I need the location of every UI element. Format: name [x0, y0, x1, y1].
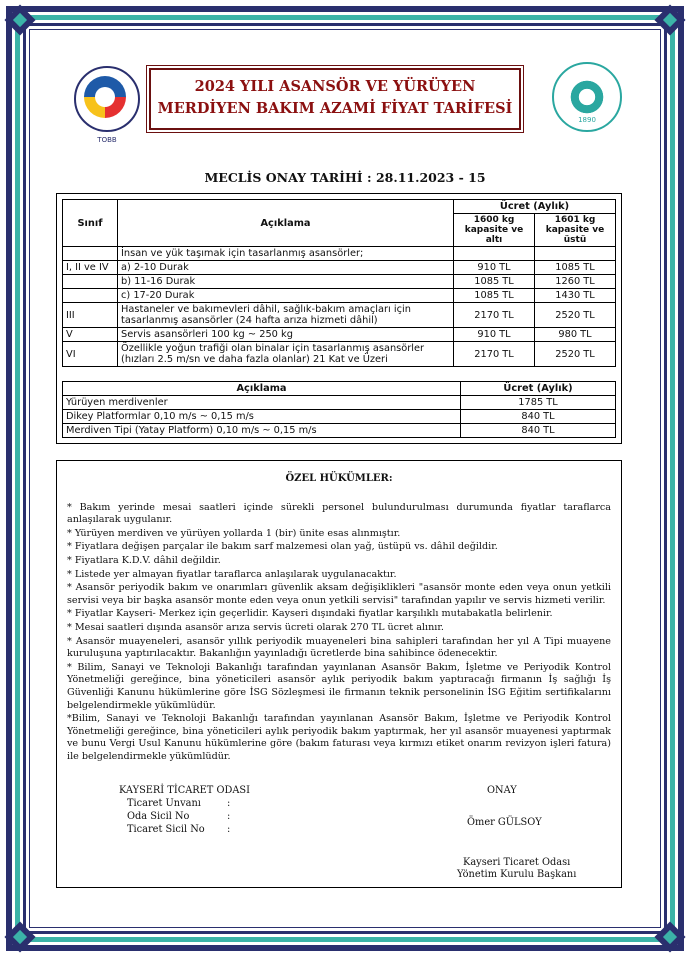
document-content: [42, 40, 648, 888]
elevator-price-table: [62, 199, 616, 367]
field-oda-sicil: Oda Sicil No: [127, 811, 190, 823]
field-ticaret-sicil: Ticaret Sicil No: [127, 824, 205, 836]
signatory-title: Yönetim Kurulu Başkanı: [457, 869, 577, 881]
field-ticaret-unvani: Ticaret Unvanı: [127, 798, 201, 810]
price-tables: [56, 193, 622, 444]
list-item: * Listede yer almayan fiyatlar taraflarca anlaşılarak uygulanacaktır.: [67, 568, 397, 580]
table-row: V Servis asansörleri 100 kg ~ 250 kg 910 TL 980 TL: [63, 328, 616, 342]
col-cap-1: 1600 kg kapasite ve altı: [454, 214, 535, 247]
list-item: * Fiyatlar Kayseri- Merkez için geçerlidir. Kayseri dışındaki fiyatlar karşılıklı mutabakatla belirlenir.: [67, 608, 553, 620]
list-item: * Fiyatlara K.D.V. dâhil değildir.: [67, 554, 221, 566]
ozel-title: ÖZEL HÜKÜMLER:: [285, 473, 393, 484]
list-item: * Mesai saatleri dışında asansör arıza servis ücreti olarak 270 TL ücret alınır.: [67, 621, 444, 633]
title-line-1: 2024 YILI ASANSÖR VE YÜRÜYEN: [194, 78, 476, 95]
table-row: Dikey Platformlar 0,10 m/s ~ 0,15 m/s 840 TL: [63, 410, 616, 424]
signatory-name: Ömer GÜLSOY: [467, 817, 542, 829]
list-item: * Asansör muayeneleri, asansör yıllık periyodik muayeneleri bina sahipleri tarafından her yıl A Tipi muayene kuruluşuna yaptırılacaktır. Bakanlığın yayınladığı ücretlerde bina sahibince ödenecektir.: [67, 635, 611, 660]
table-row: Merdiven Tipi (Yatay Platform) 0,10 m/s ~ 0,15 m/s 840 TL: [63, 424, 616, 438]
onay-label: ONAY: [487, 785, 517, 797]
title-box: [149, 68, 521, 130]
list-item: *Bilim, Sanayi ve Teknoloji Bakanlığı tarafından yayınlanan Asansör Bakım, İşletme ve Periyodik Kontrol Yönetmeliği gereğince, bina yöneticileri aylık periyodik bakım yaptırmak, her yıl asansör muayenesi yaptırmak ve bunu Vergi Usul Kanunu hükümlerine göre (bakım faturası veya kırmızı etiket onarım revizyon işleri fatura) ile belgelendirmekle yükümlüdür.: [67, 713, 611, 762]
col-sinif: Sınıf: [63, 200, 118, 247]
title-line-2: MERDİYEN BAKIM AZAMİ FİYAT TARİFESİ: [157, 100, 513, 117]
signature-left: KAYSERİ TİCARET ODASI Ticaret Unvanı : Oda Sicil No : Ticaret Sicil No :: [119, 785, 250, 836]
document-header: [42, 60, 648, 160]
col-aciklama: Açıklama: [118, 200, 454, 247]
col-ucret: Ücret (Aylık): [461, 382, 616, 396]
table-row: III Hastaneler ve bakımevleri dâhil, sağlık-bakım amaçları için tasarlanmış asansörler (24 hafta arıza hizmeti dâhil) 2170 TL 2520 TL: [63, 303, 616, 328]
escalator-price-table: [62, 381, 616, 438]
meclis-onay-date: MECLİS ONAY TARİHİ : 28.11.2023 - 15: [204, 170, 486, 185]
list-item: * Bilim, Sanayi ve Teknoloji Bakanlığı tarafından yayınlanan Asansör Bakım, İşletme ve Periyodik Kontrol Yönetmeliği gereğince, bina yöneticileri asansör aylık periyodik bakım yaptıracağı firmanın İş sağlığı İş Güvenliği Kanunu hükümlerine göre İSG Sözleşmesi ile firmanın teknik personelinin İSG Eğitim sertifikalarını belgelendirmekle yükümlüdür.: [67, 661, 611, 711]
table-row: c) 17-20 Durak 1085 TL 1430 TL: [63, 289, 616, 303]
ozel-hukumler: [56, 460, 622, 888]
kto-logo: 1890: [552, 62, 622, 132]
tobb-logo: TOBB: [74, 66, 140, 132]
table-row: VI Özellikle yoğun trafiği olan binalar için tasarlanmış asansörler (hızları 2.5 m/sn ve daha fazla olanlar) 21 Kat ve Üzeri 2170 TL 2520 TL: [63, 342, 616, 367]
org-name: KAYSERİ TİCARET ODASI: [119, 785, 250, 797]
col-cap-2: 1601 kg kapasite ve üstü: [535, 214, 616, 247]
signature-block: [67, 785, 611, 881]
table-row: b) 11-16 Durak 1085 TL 1260 TL: [63, 275, 616, 289]
list-item: * Fiyatlara değişen parçalar ile bakım sarf malzemesi olan yağ, üstüpü vs. dâhil değildir.: [67, 541, 498, 553]
table-row: I, II ve IV a) 2-10 Durak 910 TL 1085 TL: [63, 261, 616, 275]
list-item: * Yürüyen merdiven ve yürüyen yollarda 1 (bir) ünite esas alınmıştır.: [67, 527, 401, 539]
col-aciklama: Açıklama: [63, 382, 461, 396]
list-item: * Asansör periyodik bakım ve onarımları güvenlik aksam değişiklikleri "asansör monte eden veya onun yetkili servisi veya bir başka asansör monte eden veya onun yetkili servisi" tarafından yapılır ve servis hizmeti verilir.: [67, 582, 611, 606]
table-row: Yürüyen merdivenler 1785 TL: [63, 396, 616, 410]
col-ucret: Ücret (Aylık): [454, 200, 616, 214]
table-intro: İnsan ve yük taşımak için tasarlanmış asansörler;: [118, 247, 454, 261]
signatory-org: Kayseri Ticaret Odası: [463, 857, 571, 869]
list-item: * Bakım yerinde mesai saatleri içinde sürekli personel bulundurulması durumunda fiyatlar taraflarca anlaşılarak uygulanır.: [67, 501, 611, 526]
